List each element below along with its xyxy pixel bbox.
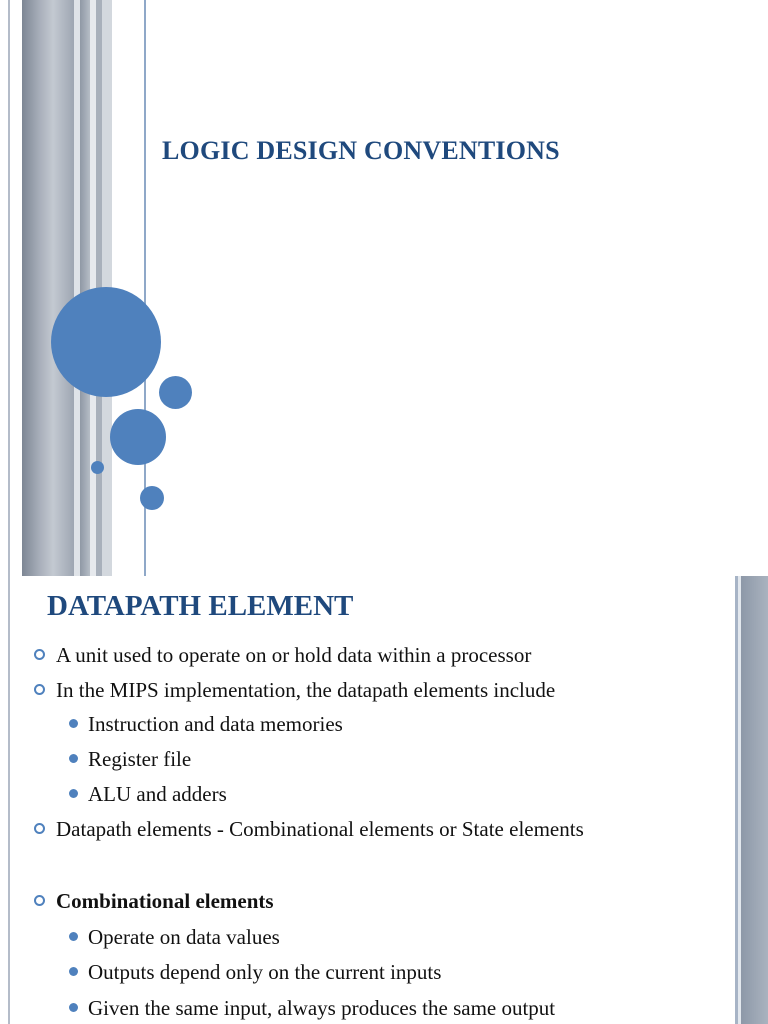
decorative-circle-dot (91, 461, 104, 474)
sub-bullet-item (0, 711, 730, 741)
dot-bullet-icon (69, 1003, 78, 1012)
sub-bullet-item (0, 995, 730, 1024)
dot-bullet-icon (69, 754, 78, 763)
bullet-text: Given the same input, always produces the same output (88, 996, 556, 1020)
decorative-circle-small (140, 486, 164, 510)
dot-bullet-icon (69, 967, 78, 976)
bullet-item (0, 677, 730, 707)
dot-bullet-icon (69, 719, 78, 728)
decorative-stripe (80, 0, 90, 576)
sub-bullet-item (0, 959, 730, 989)
ring-bullet-icon (34, 649, 45, 660)
decorative-stripe (8, 0, 10, 576)
content-slide (0, 576, 768, 1024)
ring-bullet-icon (34, 823, 45, 834)
bullet-item (0, 642, 730, 672)
bullet-text: Instruction and data memories (88, 712, 343, 736)
bullet-item (0, 888, 730, 918)
sub-bullet-item (0, 924, 730, 954)
bullet-item (0, 816, 730, 846)
bullet-text: ALU and adders (88, 782, 227, 806)
decorative-circle-medium (110, 409, 166, 465)
bullet-text: Outputs depend only on the current inputs (88, 960, 442, 984)
ring-bullet-icon (34, 684, 45, 695)
bullet-text: In the MIPS implementation, the datapath elements include (56, 678, 556, 702)
bullet-text: Operate on data values (88, 925, 280, 949)
decorative-stripe (22, 0, 74, 576)
decorative-circle-large (51, 287, 161, 397)
ring-bullet-icon (34, 895, 45, 906)
decorative-stripe (741, 576, 768, 1024)
sub-bullet-item (0, 781, 730, 811)
slide-title: LOGIC DESIGN CONVENTIONS (162, 136, 560, 165)
bullet-text: Combinational elements (56, 889, 274, 913)
bullet-text: Datapath elements - Combinational elements or State elements (56, 817, 584, 841)
dot-bullet-icon (69, 789, 78, 798)
decorative-circle-small (159, 376, 192, 409)
dot-bullet-icon (69, 932, 78, 941)
bullet-text: Register file (88, 747, 192, 771)
sub-bullet-item (0, 746, 730, 776)
bullet-text: A unit used to operate on or hold data within a processor (56, 643, 532, 667)
slide-title: DATAPATH ELEMENT (47, 590, 354, 622)
